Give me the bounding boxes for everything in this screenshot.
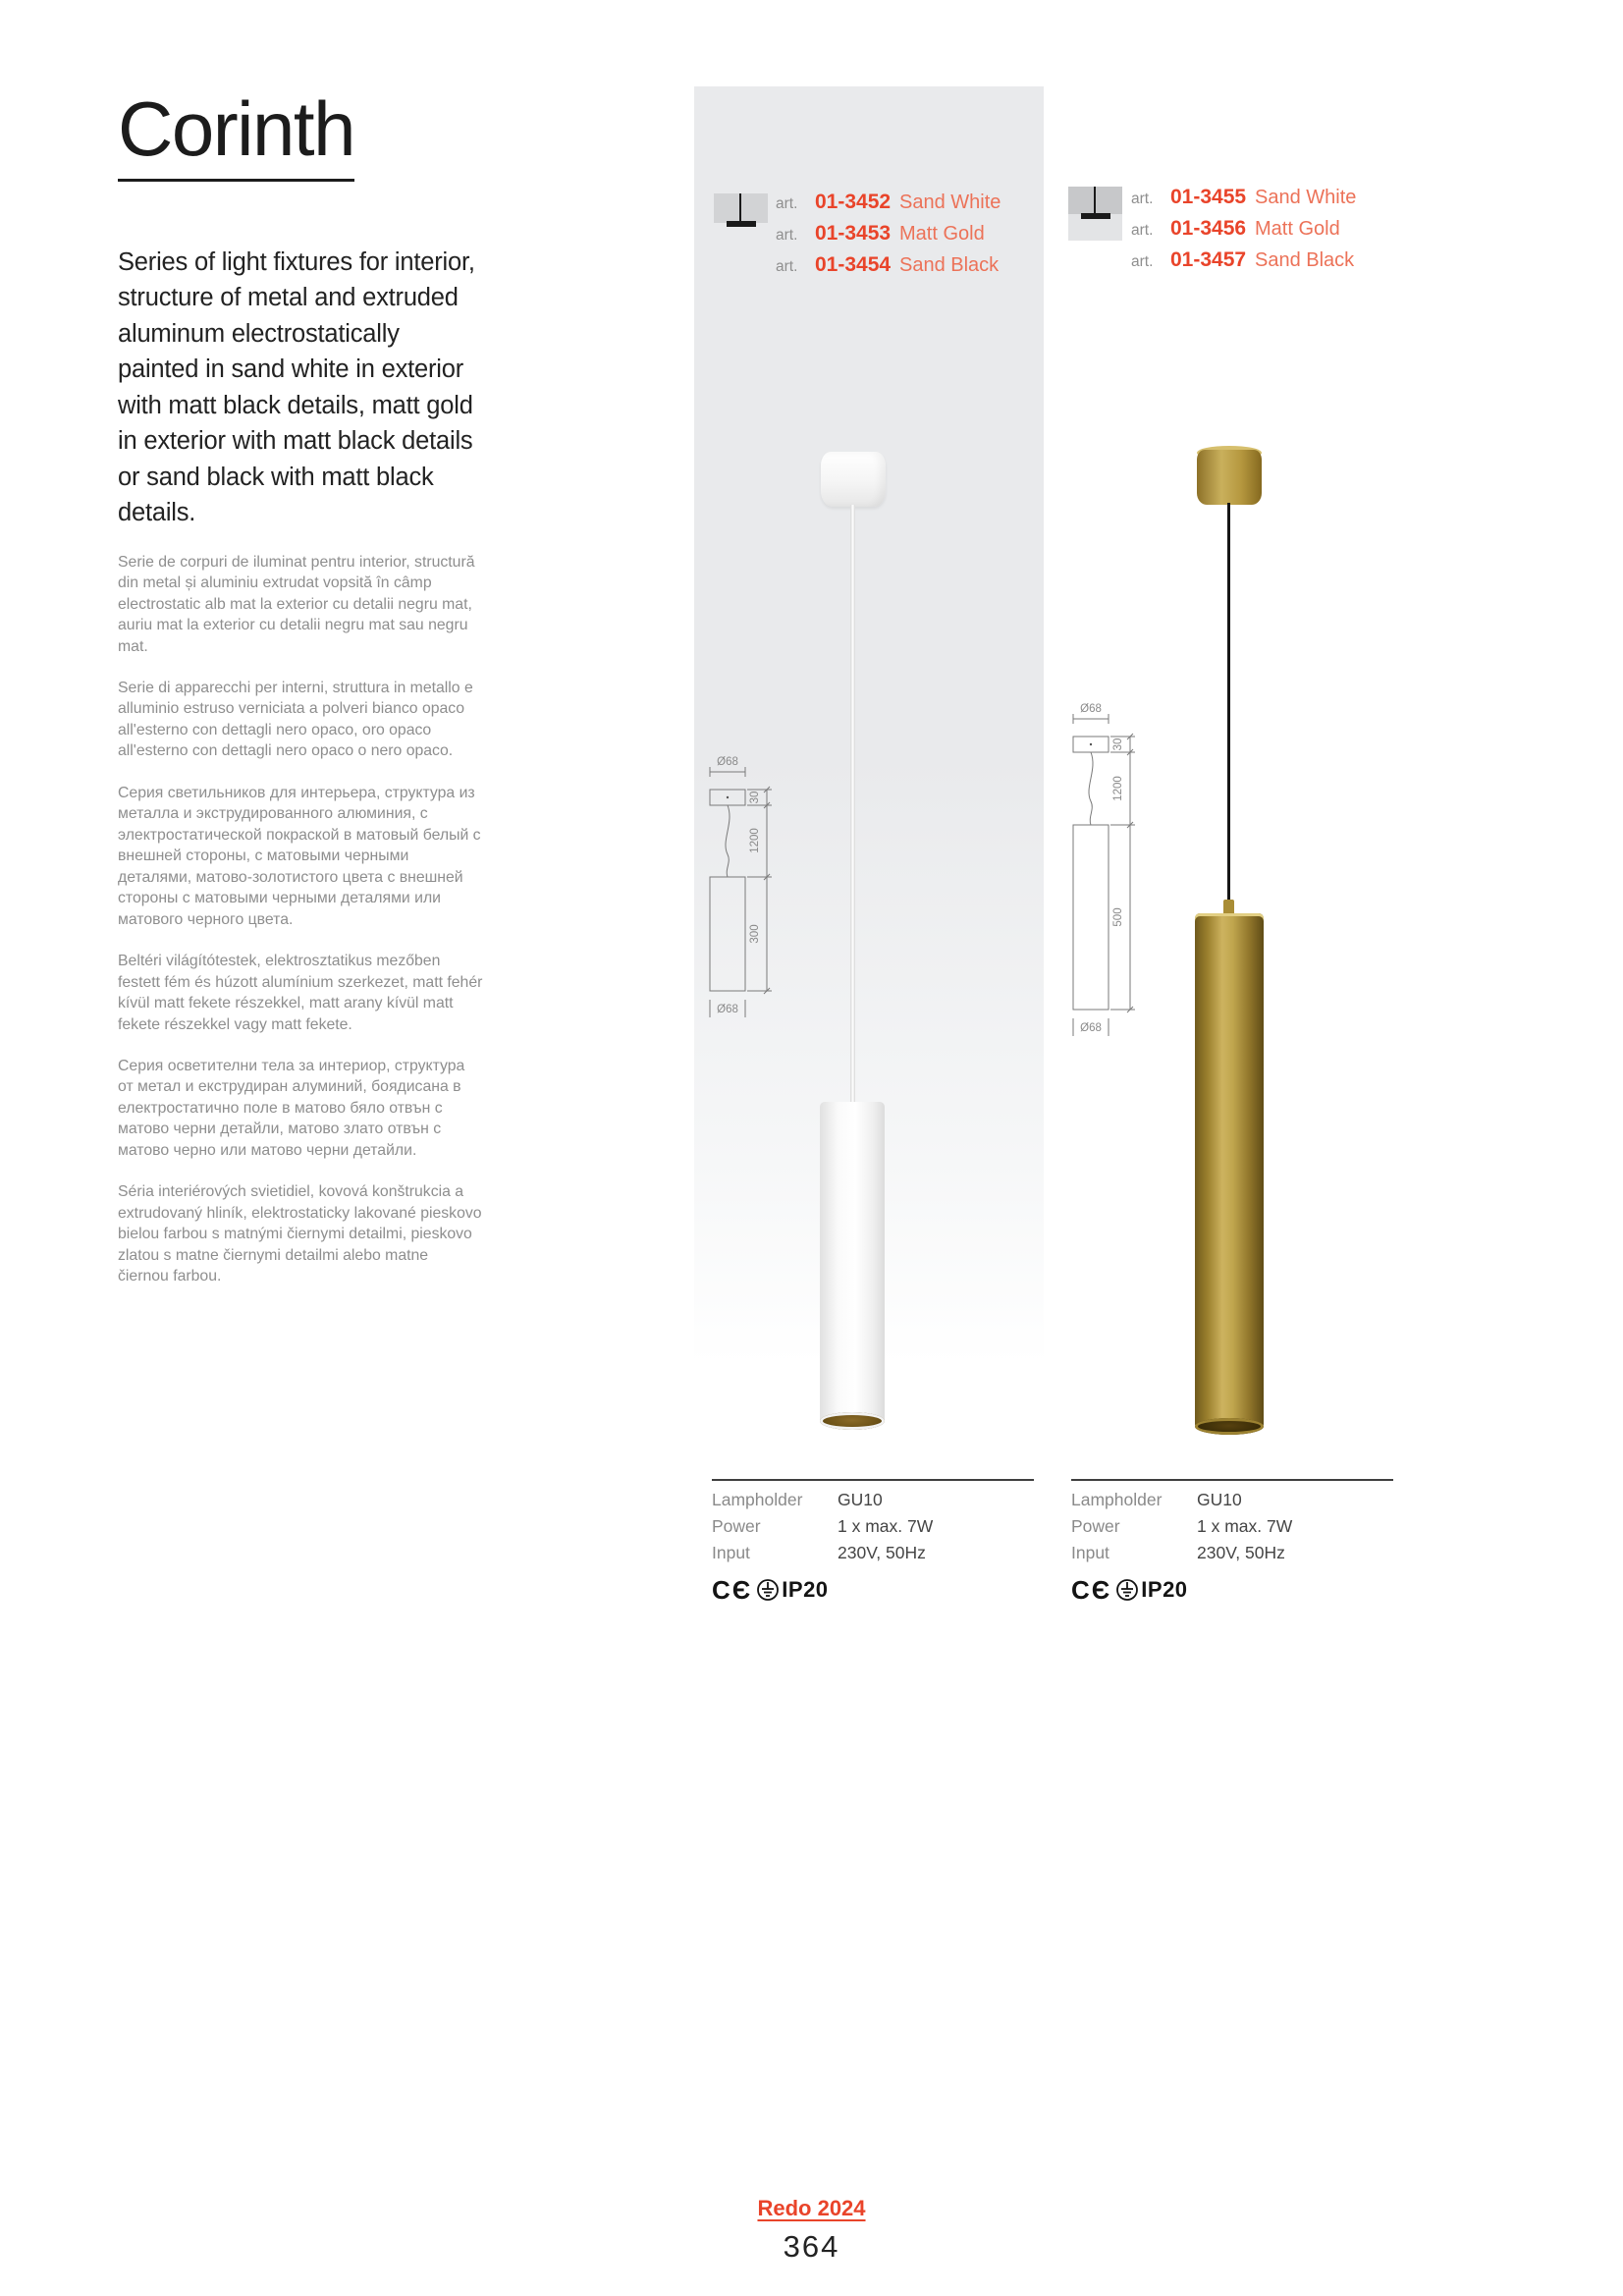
- variant-list-right: [1131, 186, 1356, 280]
- variant-row: [1131, 248, 1356, 280]
- pendant-stem-icon: [1094, 187, 1096, 215]
- variant-row: [1131, 186, 1356, 217]
- description-hu: Beltéri világítótestek, elektrosztatikus mezőben festett fém és húzott alumínium szerkezet, matt fehér kívül matt fekete részekkel, matt arany kívül matt fekete részekkel vagy matt fekete.: [118, 953, 483, 1033]
- spec-label: Lampholder: [712, 1490, 803, 1509]
- spec-value: 230V, 50Hz: [838, 1543, 926, 1562]
- spec-label: Input: [712, 1543, 750, 1562]
- spec-row: [1071, 1516, 1393, 1543]
- pendant-cable-white: [850, 505, 855, 1104]
- description-sk: Séria interiérových svietidiel, kovová konštrukcia a extrudovaný hliník, elektrostaticky lakované pieskovo bielou farbou s matnými čiernymi detailmi, pieskovo zlatou s matne čiernymi detailmi alebo matne čiernou farbou.: [118, 1183, 482, 1285]
- art-finish: Sand White: [1255, 187, 1357, 208]
- pendant-cylinder-gold: [1195, 913, 1264, 1426]
- pendant-bottom-opening-gold: [1195, 1418, 1264, 1435]
- ceiling-pendant-icon: [1068, 187, 1122, 241]
- spec-row: [712, 1516, 1034, 1543]
- certifications: [712, 1575, 1034, 1605]
- art-code: 01-3457: [1170, 248, 1247, 271]
- art-finish: Sand Black: [899, 254, 1000, 276]
- description-it: Serie di apparecchi per interni, struttura in metallo e alluminio estruso verniciata a polveri bianco opaco all'esterno con dettagli nero opaco, oro opaco all'esterno con dettagli nero opaco o nero opaco.: [118, 679, 473, 760]
- spec-row: [1071, 1490, 1393, 1516]
- art-code: 01-3452: [815, 191, 892, 213]
- pendant-bar-icon: [1081, 213, 1110, 219]
- dim-suspension-length: 1200: [1112, 776, 1124, 801]
- spec-row: [712, 1543, 1034, 1569]
- art-finish: Matt Gold: [1255, 218, 1340, 240]
- art-label: art.: [1131, 191, 1154, 207]
- spec-label: Lampholder: [1071, 1490, 1163, 1509]
- dim-top-diameter: Ø68: [1080, 703, 1102, 715]
- intro-column: [118, 85, 483, 1287]
- variant-row: [776, 191, 1001, 222]
- spec-value: GU10: [1197, 1490, 1242, 1509]
- ip-rating: IP20: [1141, 1577, 1188, 1602]
- dim-top-diameter: Ø68: [717, 756, 738, 768]
- spec-label: Power: [712, 1516, 761, 1536]
- pendant-bottom-opening-white: [820, 1412, 885, 1430]
- dimension-drawing-left: [699, 752, 797, 1022]
- spec-label: Power: [1071, 1516, 1120, 1536]
- description-en: Series of light fixtures for interior, structure of metal and extruded aluminum electrostatically painted in sand white in exterior with matt black details, matt gold in exterior with matt black details or sand black with matt black details.: [118, 248, 475, 527]
- protection-class-icon: [1115, 1578, 1139, 1602]
- protection-class-icon: [756, 1578, 780, 1602]
- art-label: art.: [776, 258, 798, 275]
- pendant-cable-black: [1227, 503, 1230, 907]
- pendant-canopy-gold: [1197, 450, 1262, 505]
- art-code: 01-3455: [1170, 186, 1247, 208]
- dim-canopy-height: 30: [1112, 738, 1124, 751]
- art-code: 01-3453: [815, 222, 892, 245]
- dim-body-height: 500: [1112, 907, 1124, 927]
- dim-bottom-diameter: Ø68: [717, 1004, 738, 1015]
- dim-suspension-length: 1200: [749, 828, 761, 853]
- dim-body-height: 300: [749, 924, 761, 944]
- page-footer: [0, 2196, 1623, 2265]
- ce-mark-icon: CЄ: [712, 1575, 753, 1605]
- ip-rating: IP20: [782, 1577, 829, 1602]
- variant-row: [776, 253, 1001, 285]
- dim-bottom-diameter: Ø68: [1080, 1022, 1102, 1034]
- page-number: 364: [783, 2229, 840, 2264]
- art-code: 01-3456: [1170, 217, 1247, 240]
- pendant-canopy-white: [821, 452, 886, 507]
- spec-row: [1071, 1543, 1393, 1569]
- description-ro: Serie de corpuri de iluminat pentru interior, structură din metal și aluminiu extrudat vopsită în câmp electrostatic alb mat la exterior cu detalii negru mat, auriu mat la exterior cu detalii negru mat sau negru mat.: [118, 553, 475, 655]
- spec-table-right: [1071, 1479, 1393, 1605]
- surface-mount-pendant-icon: [714, 193, 768, 223]
- art-finish: Sand White: [899, 191, 1001, 213]
- certifications: [1071, 1575, 1393, 1605]
- dim-canopy-height: 30: [749, 791, 761, 804]
- spec-value: 1 x max. 7W: [838, 1516, 934, 1536]
- art-label: art.: [776, 195, 798, 212]
- art-finish: Matt Gold: [899, 223, 985, 245]
- variant-row: [1131, 217, 1356, 248]
- brand-link[interactable]: Redo 2024: [757, 2196, 866, 2220]
- spec-value: 230V, 50Hz: [1197, 1543, 1285, 1562]
- description-bg: Серия осветителни тела за интериор, структура от метал и екструдиран алуминий, боядисана в електростатично поле в матово бяло отвън с матово черни детайли, матово злато отвън с матово черно или матово черни детайли.: [118, 1058, 465, 1159]
- spec-table-left: [712, 1479, 1034, 1605]
- pendant-cylinder-white: [820, 1102, 885, 1422]
- page-title: Corinth: [118, 90, 354, 182]
- spec-label: Input: [1071, 1543, 1109, 1562]
- art-label: art.: [776, 227, 798, 244]
- art-finish: Sand Black: [1255, 249, 1355, 271]
- variant-row: [776, 222, 1001, 253]
- spec-row: [712, 1490, 1034, 1516]
- art-label: art.: [1131, 222, 1154, 239]
- description-ru: Серия светильников для интерьера, структура из металла и экструдированного алюминия, с электростатической покраской в матовый белый с внешней стороны, с матовыми черными деталями, матово-золотистого цвета с внешней стороны с матовыми черными деталями или матового черного цвета.: [118, 784, 481, 928]
- art-code: 01-3454: [815, 253, 892, 276]
- spec-value: 1 x max. 7W: [1197, 1516, 1293, 1536]
- art-label: art.: [1131, 253, 1154, 270]
- pendant-stem-icon: [739, 193, 741, 223]
- spec-value: GU10: [838, 1490, 883, 1509]
- pendant-bar-icon: [727, 221, 756, 227]
- ce-mark-icon: CЄ: [1071, 1575, 1112, 1605]
- variant-list-left: [776, 191, 1001, 285]
- dimension-drawing-right: [1062, 699, 1161, 1043]
